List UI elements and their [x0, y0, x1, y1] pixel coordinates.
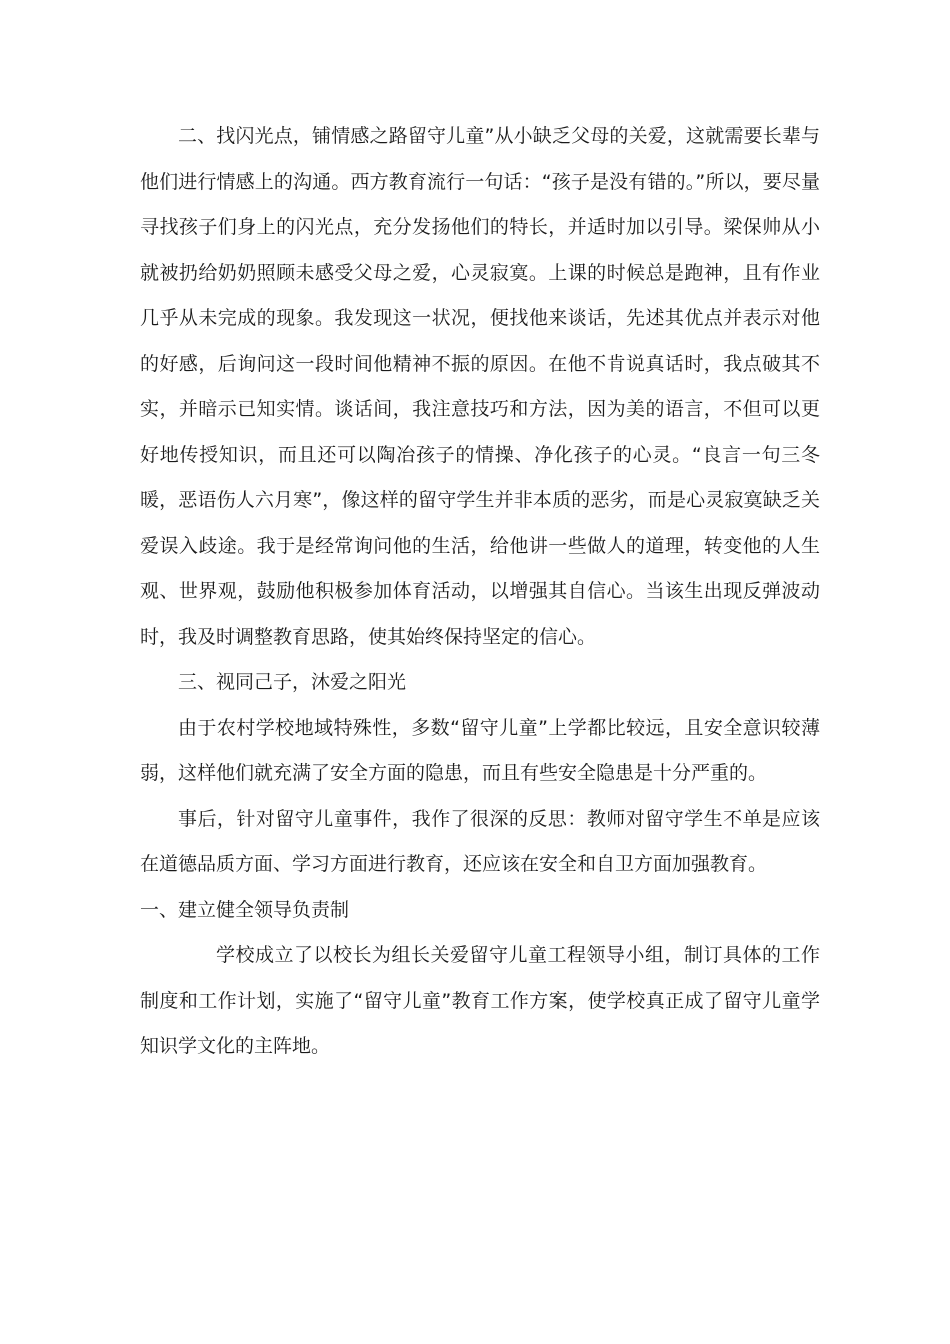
document-body — [140, 114, 820, 1070]
paragraph-leadership-group: 学校成立了以校长为组长关爱留守儿童工程领导小组，制订具体的工作制度和工作计划，实施了“留守儿童”教育工作方案，使学校真正成了留守儿童学知识学文化的主阵地。 — [140, 944, 820, 1057]
paragraph-section-two: 二、找闪光点，铺情感之路留守儿童”从小缺乏父母的关爱，这就需要长辈与他们进行情感上的沟通。西方教育流行一句话：“孩子是没有错的。”所以，要尽量寻找孩子们身上的闪光点，充分发扬他们的特长，并适时加以引导。梁保帅从小就被扔给奶奶照顾未感受父母之爱，心灵寂寞。上课的时候总是跑神，且有作业几乎从未完成的现象。我发现这一状况，便找他来谈话，先述其优点并表示对他的好感，后询问这一段时间他精神不振的原因。在他不肯说真话时，我点破其不实，并暗示已知实情。谈话间，我注意技巧和方法，因为美的语言，不但可以更好地传授知识，而且还可以陶冶孩子的情操、净化孩子的心灵。“良言一句三冬暖，恶语伤人六月寒”，像这样的留守学生并非本质的恶劣，而是心灵寂寞缺乏关爱误入歧途。我于是经常询问他的生活，给他讲一些做人的道理，转变他的人生观、世界观，鼓励他积极参加体育活动，以增强其自信心。当该生出现反弹波动时，我及时调整教育思路，使其始终保持坚定的信心。 — [140, 125, 820, 648]
heading-section-three: 三、视同己子，沐爱之阳光 — [178, 671, 407, 693]
paragraph-reflection: 事后，针对留守儿童事件，我作了很深的反思：教师对留守学生不单是应该在道德品质方面、学习方面进行教育，还应该在安全和自卫方面加强教育。 — [140, 807, 820, 875]
paragraph-safety-risks: 由于农村学校地域特殊性，多数“留守儿童”上学都比较远，且安全意识较薄弱，这样他们就充满了安全方面的隐患，而且有些安全隐患是十分严重的。 — [140, 716, 820, 784]
heading-leadership-system: 一、建立健全领导负责制 — [140, 898, 350, 921]
